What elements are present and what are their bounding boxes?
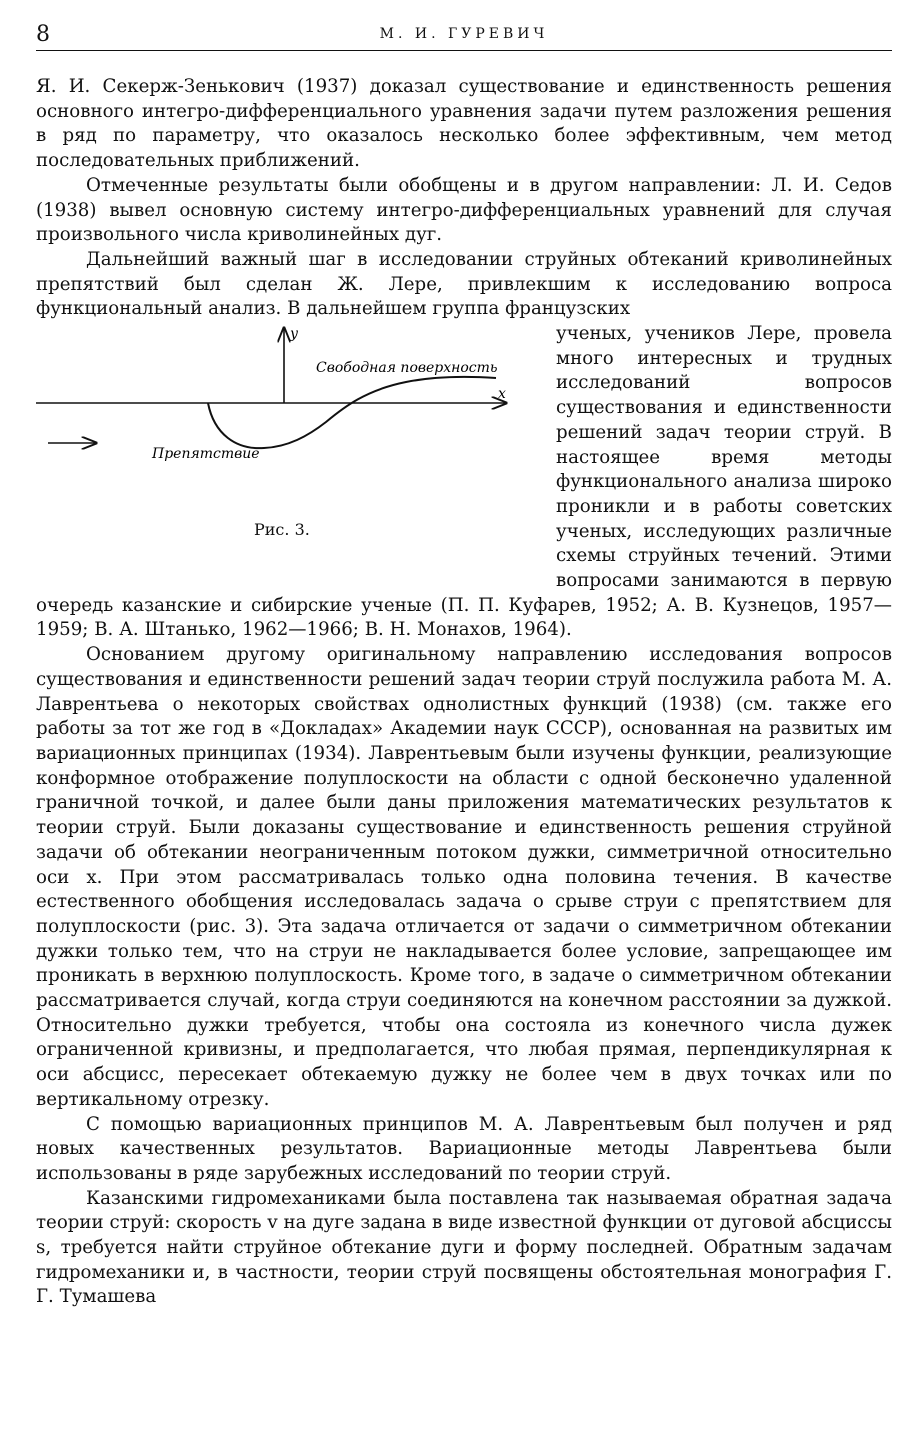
book-page (36, 22, 892, 1422)
paragraph-5: С помощью вариационных принципов М. А. Лаврентьевым был получен и ряд новых качественных результатов. Вариационные методы Лаврентьева были использованы в ряде зарубежных исследований по теории струй. (36, 1113, 892, 1184)
obstacle-and-jet-curve (208, 377, 496, 448)
page-header (36, 22, 892, 51)
free-surface-label: Свободная поверхность (316, 360, 498, 377)
body-text (36, 75, 892, 1310)
figure-caption: Рис. 3. (254, 520, 310, 540)
y-label: y (290, 326, 298, 343)
paragraph-4: Основанием другому оригинальному направлению исследования вопросов существования и единственности решений задач теории струй послужила работа М. А. Лаврентьева о некоторых свойствах однолистных функций (1938) (см. также его работы за тот же год в «Докладах» Академии наук СССР), основанная на развитых им вариационных принципах (1934). Лаврентьевым были изучены функции, реализующие конформное отображение полуплоскости на области с одной бесконечно удаленной граничной точкой, и далее были даны приложения математических результатов к теории струй. Были доказаны существование и единственность решения струйной задачи об обтекании неограниченным потоком дужки, симметричной относительно оси x. При этом рассматривалась только одна половина течения. В качестве естественного обобщения исследовалась задача о срыве струи с препятствием для полуплоскости (рис. 3). Эта задача отличается от задачи о симметричном обтекании дужки только тем, что на струи не накладывается более условие, запрещающее им проникать в верхнюю полуплоскость. Кроме того, в задаче о симметричном обтекании рассматривается случай, когда струи соединяются на конечном расстоянии за дужкой. Относительно дужки требуется, чтобы она состояла из конечного числа дужек ограниченной кривизны, и предполагается, что любая прямая, перпендикулярная к оси абсцисс, пересекает обтекаемую дужку не более чем в двух точках или по вертикальному отрезку. (36, 644, 892, 1110)
x-label: x (498, 386, 506, 403)
obstacle-label: Препятствие (152, 446, 260, 463)
page-number: 8 (36, 22, 50, 47)
paragraph-2: Отмеченные результаты были обобщены и в другом направлении: Л. И. Седов (1938) вывел основную систему интегро-дифференциальных уравнений для случая произвольного числа криволинейных дуг. (36, 174, 892, 246)
running-title: М. И. ГУРЕВИЧ (379, 26, 549, 42)
paragraph-6: Казанскими гидромеханиками была поставлена так называемая обратная задача теории струй: скорость v на дуге задана в виде известной функции от дуговой абсциссы s, требуется найти струйное обтекание дуги и форму последней. Обратным задачам гидромеханики и, в частности, теории струй посвящены обстоятельная монография Г. Г. Тумашева (36, 1187, 892, 1308)
paragraph-3-start: Дальнейший важный шаг в исследовании струйных обтеканий криволинейных препятствий был сделан Ж. Лере, привлекшим к исследованию вопроса функциональный анализ. В дальнейшем группа французских (36, 248, 892, 320)
paragraph-3-continued: ученых, учеников Лере, провела много интересных и трудных исследований вопросов существования и единственности решений задач теории струй. В настоящее время методы функционального анализа широко проникли и в работы советских ученых, исследующих различные схемы струйных течений. Этими вопросами занимаются в первую очередь казанские и сибирские ученые (П. П. Куфарев, 1952; А. В. Кузнецов, 1957—1959; В. А. Штанько, 1962—1966; В. Н. Монахов, 1964). (36, 323, 892, 641)
figure-3 (36, 326, 556, 573)
paragraph-1: Я. И. Секерж-Зенькович (1937) доказал существование и единственность решения основного интегро-дифференциального уравнения задачи путем разложения решения в ряд по параметру, что оказалось несколько более эффективным, чем метод последовательных приближений. (36, 76, 892, 172)
